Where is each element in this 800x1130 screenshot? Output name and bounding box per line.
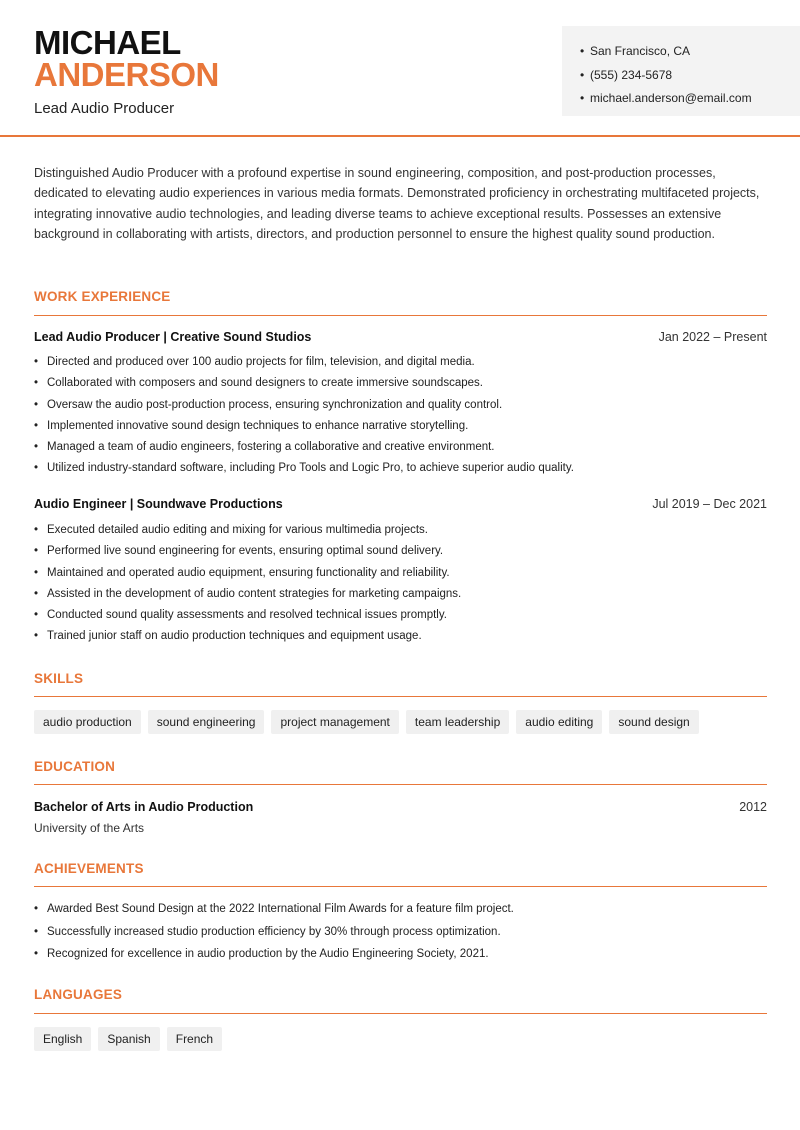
language-tag: Spanish bbox=[98, 1027, 159, 1051]
list-item: • Oversaw the audio post-production process, ensuring synchronization and quality control. bbox=[34, 395, 767, 416]
achievements-divider bbox=[34, 886, 767, 887]
job-dates: Jul 2019 – Dec 2021 bbox=[652, 497, 767, 511]
skills-list bbox=[34, 710, 699, 734]
work-experience-heading: WORK EXPERIENCE bbox=[34, 289, 171, 304]
job-bullets-1 bbox=[34, 352, 767, 480]
education-header bbox=[34, 800, 767, 814]
education-heading: EDUCATION bbox=[34, 759, 116, 774]
list-item: • Assisted in the development of audio content strategies for marketing campaigns. bbox=[34, 584, 767, 605]
achievements-list bbox=[34, 898, 767, 966]
skills-heading: SKILLS bbox=[34, 671, 84, 686]
language-tag: English bbox=[34, 1027, 91, 1051]
job-header-2 bbox=[34, 497, 767, 511]
work-experience-divider bbox=[34, 315, 767, 316]
education-divider bbox=[34, 784, 767, 785]
list-item: • Recognized for excellence in audio production by the Audio Engineering Society, 2021. bbox=[34, 943, 767, 966]
list-item: • Awarded Best Sound Design at the 2022 International Film Awards for a feature film project. bbox=[34, 898, 767, 921]
education-school: University of the Arts bbox=[34, 821, 145, 835]
language-tag: French bbox=[167, 1027, 222, 1051]
contact-location: • San Francisco, CA bbox=[580, 44, 691, 58]
skills-divider bbox=[34, 696, 767, 697]
job-role: Audio Engineer | Soundwave Productions bbox=[34, 497, 283, 511]
job-bullets-2 bbox=[34, 520, 767, 648]
list-item: • Executed detailed audio editing and mixing for various multimedia projects. bbox=[34, 520, 767, 541]
contact-box bbox=[562, 26, 800, 116]
last-name: ANDERSON bbox=[34, 56, 219, 93]
languages-list bbox=[34, 1027, 222, 1051]
first-name: MICHAEL bbox=[34, 24, 181, 61]
job-header-1 bbox=[34, 330, 767, 344]
job-role: Lead Audio Producer | Creative Sound Studios bbox=[34, 330, 312, 344]
professional-summary: Distinguished Audio Producer with a profound expertise in sound engineering, composition, and post-production processes, dedicated to elevating audio experiences in various media formats. Demonstrated proficiency in orchestrating multifaceted projects, integrating innovative audio technologies, and leading diverse teams to achieve exceptional results. Possesses an extensive background in collaborating with artists, directors, and production personnel to ensure the highest quality sound production. bbox=[34, 166, 760, 241]
job-dates: Jan 2022 – Present bbox=[658, 330, 767, 344]
education-year: 2012 bbox=[739, 800, 767, 814]
skill-tag: team leadership bbox=[406, 710, 509, 734]
list-item: • Successfully increased studio production efficiency by 30% through process optimization. bbox=[34, 921, 767, 944]
list-item: • Utilized industry-standard software, including Pro Tools and Logic Pro, to achieve superior audio quality. bbox=[34, 458, 767, 479]
skill-tag: audio production bbox=[34, 710, 141, 734]
achievements-heading: ACHIEVEMENTS bbox=[34, 861, 144, 876]
languages-divider bbox=[34, 1013, 767, 1014]
job-title: Lead Audio Producer bbox=[34, 100, 175, 117]
list-item: • Performed live sound engineering for events, ensuring optimal sound delivery. bbox=[34, 541, 767, 562]
list-item: • Directed and produced over 100 audio projects for film, television, and digital media. bbox=[34, 352, 767, 373]
list-item: • Conducted sound quality assessments and resolved technical issues promptly. bbox=[34, 605, 767, 626]
contact-email: • michael.anderson@email.com bbox=[580, 91, 752, 105]
contact-phone: • (555) 234-5678 bbox=[580, 67, 673, 82]
languages-heading: LANGUAGES bbox=[34, 987, 123, 1002]
skill-tag: project management bbox=[271, 710, 398, 734]
list-item: • Maintained and operated audio equipment, ensuring functionality and reliability. bbox=[34, 563, 767, 584]
list-item: • Implemented innovative sound design techniques to enhance narrative storytelling. bbox=[34, 416, 767, 437]
skill-tag: sound engineering bbox=[148, 710, 265, 734]
list-item: • Managed a team of audio engineers, fostering a collaborative and creative environment. bbox=[34, 437, 767, 458]
resume-header bbox=[0, 0, 800, 137]
skill-tag: sound design bbox=[609, 710, 698, 734]
list-item: • Collaborated with composers and sound designers to create immersive soundscapes. bbox=[34, 373, 767, 394]
education-degree: Bachelor of Arts in Audio Production bbox=[34, 800, 254, 814]
skill-tag: audio editing bbox=[516, 710, 602, 734]
list-item: • Trained junior staff on audio production techniques and equipment usage. bbox=[34, 626, 767, 647]
